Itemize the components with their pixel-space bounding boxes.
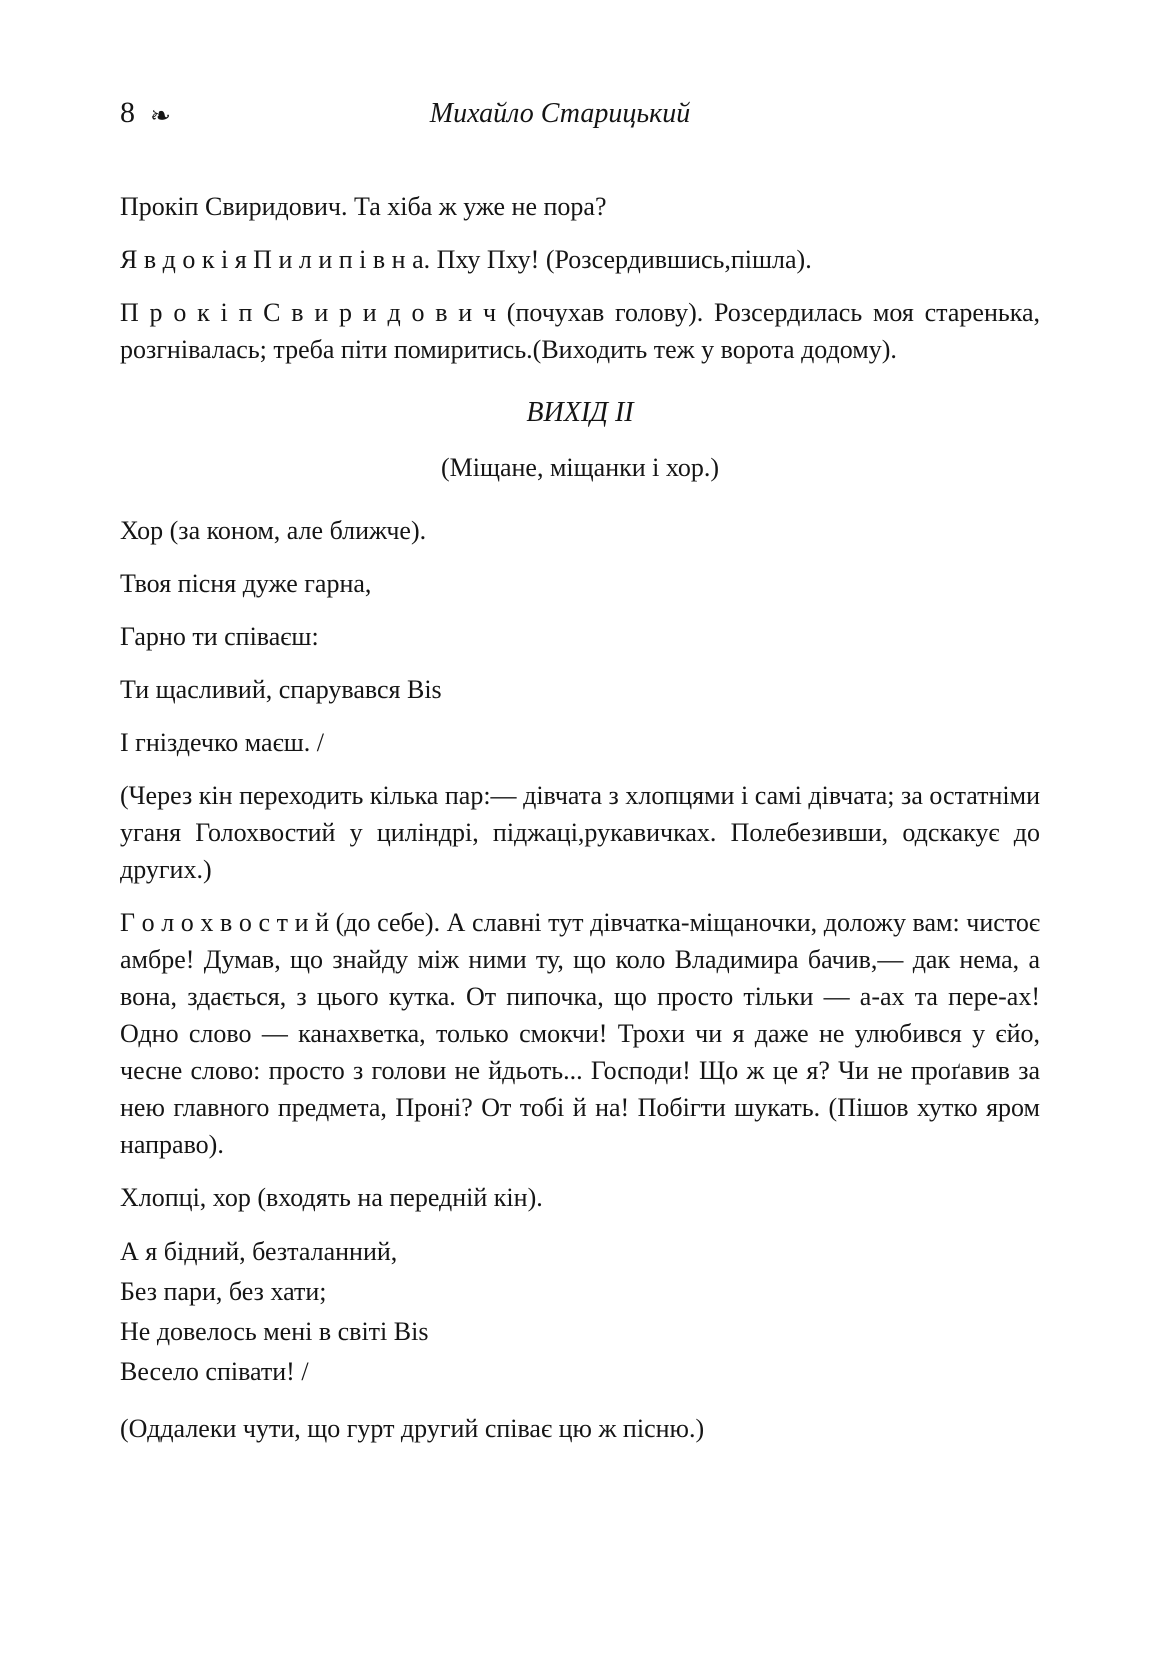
song2-line-2: Без пари, без хати; [120, 1277, 327, 1306]
running-header [120, 96, 1040, 136]
song2-line-4: Весело співати! / [120, 1357, 309, 1386]
scene-heading: ВИХІД II [526, 397, 634, 428]
running-title: Михайло Старицький [429, 98, 691, 129]
dialogue-prokip-2: П р о к і п С в и р и д о в и ч (почухав голову). Розсердилась моя старенька, розгнівалась; треба піти помиритись.(Виходить теж у ворота додому). [120, 298, 1040, 364]
stage-direction-pairs: (Через кін переходить кілька пар:— дівчата з хлопцями і самі дівчата; за остатніми уганя Голохвостий у циліндрі, піджаці,рукавичках. Полебезивши, одскакує до других.) [120, 781, 1040, 884]
song2-verse [120, 1232, 1040, 1392]
stage-direction-far: (Оддалеки чути, що гурт другий співає цю ж пісню.) [120, 1414, 705, 1443]
song1-line-3: Ти щасливий, спарувався Bis [120, 675, 442, 704]
fleuron-icon: ❧ [150, 101, 171, 130]
boys-chorus-intro: Хлопці, хор (входять на передній кін). [120, 1183, 543, 1212]
holohvostyi-monologue: Г о л о х в о с т и й (до себе). А славні тут дівчатка-міщаночки, доложу вам: чистоє амбре! Думав, що знайду між ними ту, що коло Владимира бачив,— дак нема, а вона, здається, з цього кутка. От пипочка, що просто тільки — а-ах та пере-ах! Одно слово — канахветка, только смокчи! Трохи чи я даже не улюбився у єйо, чесне слово: просто з голови не йдьоть... Господи! Що ж це я? Чи не проґавив за нею главного предмета, Проні? От тобі й на! Побігти шукать. (Пішов хутко яром направо). [120, 908, 1040, 1159]
dialogue-yavdokia: Я в д о к і я П и л и п і в н а. Пху Пху! (Розсердившись,пішла). [120, 245, 812, 274]
song2-line-3: Не довелось мені в світі Bis [120, 1317, 429, 1346]
chorus-intro: Хор (за коном, але ближче). [120, 516, 427, 545]
song1-line-4: І гніздечко маєш. / [120, 728, 324, 757]
page-number: 8 [120, 96, 136, 129]
scene-cast-list: (Міщане, міщанки і хор.) [440, 453, 720, 482]
song1-line-1: Твоя пісня дуже гарна, [120, 569, 372, 598]
song2-line-1: А я бідний, безталанний, [120, 1237, 398, 1266]
song1-line-2: Гарно ти співаєш: [120, 622, 319, 651]
dialogue-prokip-1: Прокіп Свиридович. Та хіба ж уже не пора? [120, 192, 607, 221]
